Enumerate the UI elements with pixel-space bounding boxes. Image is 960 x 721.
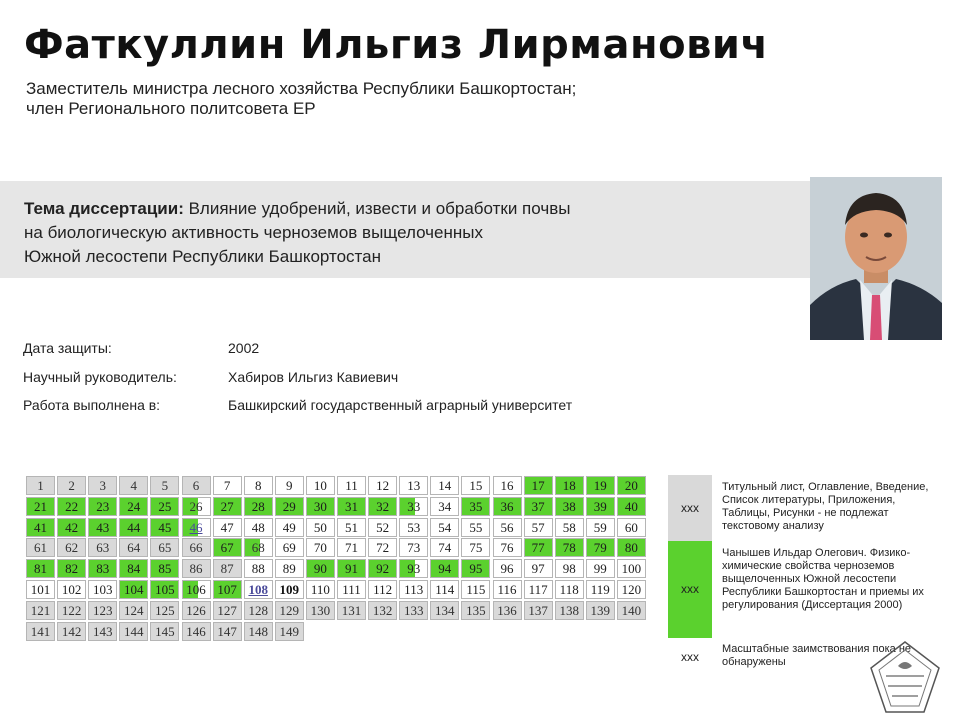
page-cell-54: 54	[430, 518, 459, 537]
page-cell-46: 46	[182, 518, 211, 537]
page-cell-49: 49	[275, 518, 304, 537]
page-cell-124: 124	[119, 601, 148, 620]
page-cell-79: 79	[586, 538, 615, 557]
page-cell-34: 34	[430, 497, 459, 516]
page-cell-60: 60	[617, 518, 646, 537]
page-cell-36: 36	[493, 497, 522, 516]
page-cell-106: 106	[182, 580, 211, 599]
page-cell-133: 133	[399, 601, 428, 620]
page-cell-27: 27	[213, 497, 242, 516]
page-cell-43: 43	[88, 518, 117, 537]
person-name: Фаткуллин Ильгиз Лирманович	[24, 22, 769, 68]
page-cell-33: 33	[399, 497, 428, 516]
page-cell-10: 10	[306, 476, 335, 495]
page-cell-65: 65	[150, 538, 179, 557]
page-cell-72: 72	[368, 538, 397, 557]
page-cell-111: 111	[337, 580, 366, 599]
page-cell-94: 94	[430, 559, 459, 578]
page-cell-149: 149	[275, 622, 304, 641]
legend-swatch-original: ххх	[668, 642, 712, 672]
page-cell-87: 87	[213, 559, 242, 578]
page-cell-146: 146	[182, 622, 211, 641]
page-cell-137: 137	[524, 601, 553, 620]
page-cell-114: 114	[430, 580, 459, 599]
page-cell-11: 11	[337, 476, 366, 495]
page-cell-116: 116	[493, 580, 522, 599]
page-cell-127: 127	[213, 601, 242, 620]
page-cell-96: 96	[493, 559, 522, 578]
legend-swatch-borrowed: ххх	[668, 541, 712, 638]
page-cell-61: 61	[26, 538, 55, 557]
page-cell-148: 148	[244, 622, 273, 641]
page-cell-89: 89	[275, 559, 304, 578]
page-cell-56: 56	[493, 518, 522, 537]
page-cell-112: 112	[368, 580, 397, 599]
page-cell-66: 66	[182, 538, 211, 557]
page-cell-128: 128	[244, 601, 273, 620]
detail-label: Работа выполнена в:	[23, 397, 161, 413]
page-cell-31: 31	[337, 497, 366, 516]
page-cell-138: 138	[555, 601, 584, 620]
page-cell-86: 86	[182, 559, 211, 578]
page-cell-117: 117	[524, 580, 553, 599]
page-cell-53: 53	[399, 518, 428, 537]
page-cell-84: 84	[119, 559, 148, 578]
page-cell-122: 122	[57, 601, 86, 620]
page-cell-144: 144	[119, 622, 148, 641]
legend-text-excluded: Титульный лист, Оглавление, Введение, Список литературы, Приложения, Таблицы, Рисунки - не подлежат текстовому анализу	[722, 481, 929, 532]
page-cell-147: 147	[213, 622, 242, 641]
page-cell-16: 16	[493, 476, 522, 495]
page-cell-7: 7	[213, 476, 242, 495]
page-cell-51: 51	[337, 518, 366, 537]
page-cell-142: 142	[57, 622, 86, 641]
legend-swatch-excluded: ххх	[668, 475, 712, 541]
page-cell-145: 145	[150, 622, 179, 641]
page-cell-48: 48	[244, 518, 273, 537]
page-cell-44: 44	[119, 518, 148, 537]
page-cell-42: 42	[57, 518, 86, 537]
page-cell-113: 113	[399, 580, 428, 599]
page-cell-140: 140	[617, 601, 646, 620]
page-cell-32: 32	[368, 497, 397, 516]
page-cell-73: 73	[399, 538, 428, 557]
portrait-photo	[810, 177, 942, 340]
detail-label: Научный руководитель:	[23, 369, 177, 385]
page-cell-4: 4	[119, 476, 148, 495]
page-cell-19: 19	[586, 476, 615, 495]
detail-label: Дата защиты:	[23, 340, 112, 356]
dissertation-label: Тема диссертации:	[24, 199, 184, 218]
page-cell-17: 17	[524, 476, 553, 495]
page-cell-28: 28	[244, 497, 273, 516]
page-cell-121: 121	[26, 601, 55, 620]
page-cell-109: 109	[275, 580, 304, 599]
page-cell-78: 78	[555, 538, 584, 557]
page-cell-15: 15	[461, 476, 490, 495]
page-cell-22: 22	[57, 497, 86, 516]
page-cell-120: 120	[617, 580, 646, 599]
page-cell-18: 18	[555, 476, 584, 495]
page-cell-12: 12	[368, 476, 397, 495]
page-cell-103: 103	[88, 580, 117, 599]
page-cell-139: 139	[586, 601, 615, 620]
page-cell-119: 119	[586, 580, 615, 599]
page-cell-91: 91	[337, 559, 366, 578]
page-cell-55: 55	[461, 518, 490, 537]
dissernet-stamp-logo	[868, 638, 942, 716]
page-cell-88: 88	[244, 559, 273, 578]
page-cell-104: 104	[119, 580, 148, 599]
detail-value: 2002	[228, 340, 260, 356]
page-cell-29: 29	[275, 497, 304, 516]
detail-value: Башкирский государственный аграрный университет	[228, 397, 573, 413]
page-cell-134: 134	[430, 601, 459, 620]
page-cell-115: 115	[461, 580, 490, 599]
page-cell-45: 45	[150, 518, 179, 537]
page-cell-68: 68	[244, 538, 273, 557]
dissertation-title-line-2: на биологическую активность черноземов выщелоченных	[24, 223, 483, 242]
person-position	[26, 79, 576, 119]
page-cell-90: 90	[306, 559, 335, 578]
page-cell-5: 5	[150, 476, 179, 495]
page-cell-1: 1	[26, 476, 55, 495]
page-cell-69: 69	[275, 538, 304, 557]
page-cell-8: 8	[244, 476, 273, 495]
page-cell-70: 70	[306, 538, 335, 557]
page-cell-118: 118	[555, 580, 584, 599]
page-cell-85: 85	[150, 559, 179, 578]
page-cell-40: 40	[617, 497, 646, 516]
page-cell-62: 62	[57, 538, 86, 557]
dissertation-title-line-3: Южной лесостепи Республики Башкортостан	[24, 247, 381, 266]
page-cell-59: 59	[586, 518, 615, 537]
page-cell-81: 81	[26, 559, 55, 578]
page-cell-76: 76	[493, 538, 522, 557]
page-cell-108: 108	[244, 580, 273, 599]
page-cell-25: 25	[150, 497, 179, 516]
page-cell-64: 64	[119, 538, 148, 557]
page-cell-57: 57	[524, 518, 553, 537]
dissertation-topic	[24, 197, 570, 269]
page-cell-47: 47	[213, 518, 242, 537]
page-cell-141: 141	[26, 622, 55, 641]
page-cell-50: 50	[306, 518, 335, 537]
page-cell-131: 131	[337, 601, 366, 620]
page-cell-77: 77	[524, 538, 553, 557]
page-cell-6: 6	[182, 476, 211, 495]
page-cell-38: 38	[555, 497, 584, 516]
page-cell-82: 82	[57, 559, 86, 578]
page-cell-21: 21	[26, 497, 55, 516]
page-cell-14: 14	[430, 476, 459, 495]
page-cell-75: 75	[461, 538, 490, 557]
page-cell-143: 143	[88, 622, 117, 641]
page-cell-83: 83	[88, 559, 117, 578]
page-cell-41: 41	[26, 518, 55, 537]
page-cell-52: 52	[368, 518, 397, 537]
page-cell-136: 136	[493, 601, 522, 620]
page-cell-71: 71	[337, 538, 366, 557]
page-cell-135: 135	[461, 601, 490, 620]
page-cell-98: 98	[555, 559, 584, 578]
page-cell-67: 67	[213, 538, 242, 557]
page-cell-35: 35	[461, 497, 490, 516]
page-cell-9: 9	[275, 476, 304, 495]
page-cell-110: 110	[306, 580, 335, 599]
page-cell-30: 30	[306, 497, 335, 516]
portrait-illustration	[810, 177, 942, 340]
page-cell-24: 24	[119, 497, 148, 516]
page-cell-63: 63	[88, 538, 117, 557]
page-cell-74: 74	[430, 538, 459, 557]
position-line-2: член Регионального политсовета ЕР	[26, 99, 316, 118]
page-cell-93: 93	[399, 559, 428, 578]
dissertation-title-line-1: Влияние удобрений, извести и обработки почвы	[183, 199, 571, 218]
page-cell-102: 102	[57, 580, 86, 599]
page-cell-107: 107	[213, 580, 242, 599]
page-cell-130: 130	[306, 601, 335, 620]
page-cell-123: 123	[88, 601, 117, 620]
page-cell-20: 20	[617, 476, 646, 495]
page-cell-105: 105	[150, 580, 179, 599]
page-cell-23: 23	[88, 497, 117, 516]
page-cell-97: 97	[524, 559, 553, 578]
page-cell-58: 58	[555, 518, 584, 537]
page-cell-37: 37	[524, 497, 553, 516]
page-cell-129: 129	[275, 601, 304, 620]
page-cell-125: 125	[150, 601, 179, 620]
page-cell-92: 92	[368, 559, 397, 578]
page-cell-99: 99	[586, 559, 615, 578]
page-cell-95: 95	[461, 559, 490, 578]
legend-text-borrowed: Чанышев Ильдар Олегович. Физико-химические свойства черноземов выщелоченных Южной лесостепи Республики Башкортостан и приемы их регулирования (Диссертация 2000)	[722, 547, 924, 611]
page-cell-100: 100	[617, 559, 646, 578]
page-cell-126: 126	[182, 601, 211, 620]
position-line-1: Заместитель министра лесного хозяйства Республики Башкортостан;	[26, 79, 577, 98]
page-cell-101: 101	[26, 580, 55, 599]
detail-value: Хабиров Ильгиз Кавиевич	[228, 369, 399, 385]
stamp-icon	[868, 638, 942, 716]
page-cell-132: 132	[368, 601, 397, 620]
page-cell-39: 39	[586, 497, 615, 516]
page-cell-13: 13	[399, 476, 428, 495]
page-cell-26: 26	[182, 497, 211, 516]
page-cell-3: 3	[88, 476, 117, 495]
legend-text-original: Масштабные заимствования пока не обнаружены	[722, 643, 912, 668]
page-cell-80: 80	[617, 538, 646, 557]
page-cell-2: 2	[57, 476, 86, 495]
